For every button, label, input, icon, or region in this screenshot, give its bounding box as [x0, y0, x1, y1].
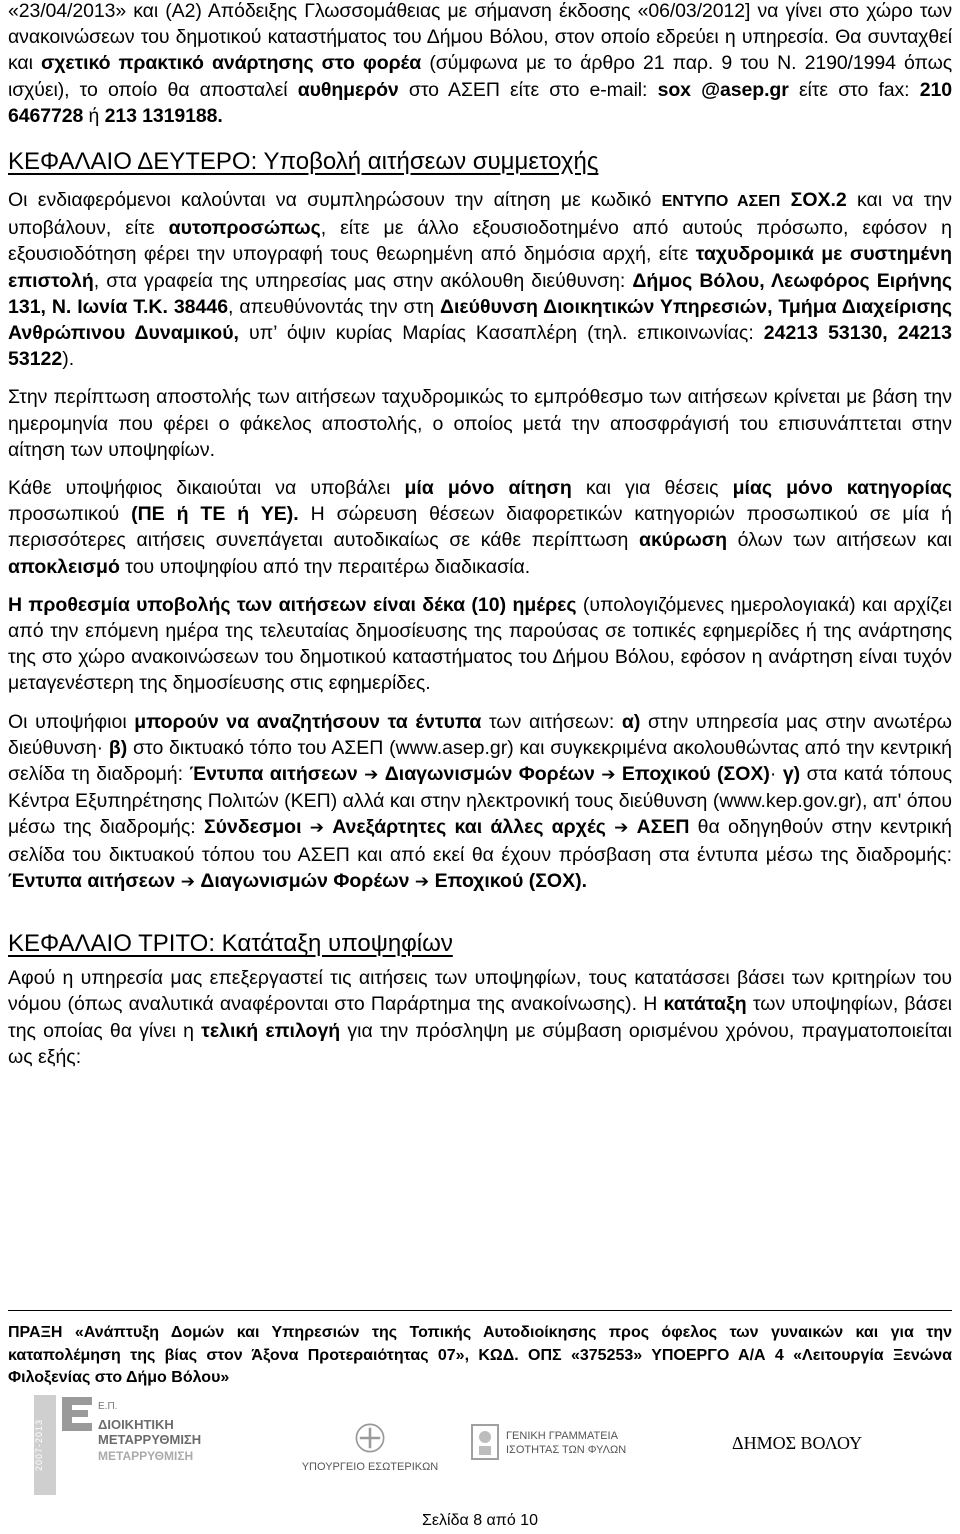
ep-logo — [34, 1395, 202, 1495]
arrow-icon: ➔ — [364, 765, 379, 786]
paragraph-publication — [8, 0, 952, 129]
footer-divider — [8, 1310, 952, 1311]
paragraph-ranking — [8, 965, 952, 1070]
paragraph-one-application — [8, 475, 952, 580]
ep-title: ΔΙΟΙΚΗΤΙΚΗ ΜΕΤΑΡΡΥΘΜΙΣΗ — [98, 1417, 202, 1447]
path-step: ΑΣΕΠ — [636, 816, 690, 839]
text: των αιτήσεων: — [481, 710, 622, 733]
text: Αφού η υπηρεσία μας επεξεργαστεί τις αιτήσεις των υποψηφίων, τους κατατάσσει βάσει των κριτηρίων του νόμου (όπως αναλυτικά αναφέρονται στο Παράρτημα της ανακοίνωσης). Η — [8, 967, 952, 1016]
path-step: Ανεξάρτητες και άλλες αρχές — [332, 816, 606, 839]
arrow-icon: ➔ — [180, 871, 195, 892]
text: ή — [83, 104, 105, 127]
bold-text: τελική επιλογή — [201, 1019, 341, 1042]
fax-number: 210 6467728 — [8, 78, 952, 127]
path-step: Διαγωνισμών Φορέων — [200, 869, 410, 892]
bold-text: μίας μόνο κατηγορίας — [732, 477, 952, 500]
path-step: Διαγωνισμών Φορέων — [384, 763, 595, 786]
heading-chapter-three: ΚΕΦΑΛΑΙΟ ΤΡΙΤΟ: Κατάταξη υποψηφίων — [8, 930, 453, 958]
text: υπ’ όψιν κυρίας Μαρίας Κασαπλέρη (τηλ. επικοινωνίας: — [238, 322, 764, 345]
ministry-logo — [295, 1415, 445, 1485]
text: του υποψηφίου από την περαιτέρω διαδικασία. — [119, 555, 531, 578]
text: (σύμφωνα με το άρθρο 21 παρ. 9 του Ν. 2190/1994 όπως ισχύει), το οποίο θα αποσταλεί — [8, 52, 952, 101]
text: Η σώρευση θέσεων διαφορετικών κατηγοριών προσωπικού σε μία ή περισσότερες αιτήσεις συνεπάγεται αυτοδικαίως σε κάθε περίπτωση — [8, 503, 952, 552]
gender-equality-logo — [470, 1415, 670, 1485]
text: (υπολογιζόμενες ημερολογιακά) και αρχίζει από την επόμενη ημέρα της τελευταίας δημοσίευσης της παρούσας σε τοπικές εφημερίδες ή της ανάρτησης της στο χώρο ανακοινώσεων του δημοτικού καταστήματος του Δήμου Βόλου, εφόσον η ανάρτηση είναι τυχόν μεταγενέστερη της δημοσίευσης στις εφημερίδες. — [8, 593, 953, 695]
text: , στα γραφεία της υπηρεσίας μας στην ακόλουθη διεύθυνση: — [93, 269, 633, 292]
form-code: ΕΝΤΥΠΟ ΑΣΕΠ — [661, 193, 781, 211]
text: , απευθύνοντάς την στη — [228, 295, 440, 318]
arrow-icon: ➔ — [414, 871, 430, 892]
text: θα οδηγηθούν στην κεντρική σελίδα του δικτυακού τόπου του ΑΣΕΠ και από εκεί θα έχουν πρόσβαση στα έντυπα μέσω της διαδρομής: — [8, 816, 952, 866]
bold-text: μία μόνο αίτηση — [404, 477, 572, 500]
paragraph-submission — [8, 187, 952, 372]
bold-text: (ΠΕ ή ΤΕ ή ΥΕ). — [131, 503, 299, 526]
text: και για θέσεις — [571, 477, 733, 500]
path-step: Έντυπα αιτήσεων — [8, 869, 176, 892]
text: Κάθε υποψήφιος δικαιούται να υποβάλει — [8, 477, 405, 500]
bold-text: αυθημερόν — [297, 78, 399, 101]
bold-text: γ) — [782, 763, 801, 786]
paragraph-forms — [8, 709, 952, 895]
ministry-name: ΥΠΟΥΡΓΕΙΟ ΕΣΩΤΕΡΙΚΩΝ — [301, 1461, 439, 1473]
text: «23/04/2013» και (Α2) Απόδειξης Γλωσσομάθειας με σήμανση έκδοσης «06/03/2012] να γίνει στο χώρο των ανακοινώσεων του δημοτικού καταστήματος του Δήμου Βόλου, στον οποίο εδρεύει η υπηρεσία. Θα συνταχθεί και — [8, 0, 952, 75]
municipality-name: ΔΗΜΟΣ ΒΟΛΟΥ — [732, 1433, 863, 1453]
address: Δήμος Βόλου, Λεωφόρος Ειρήνης 131, Ν. Ιωνία Τ.Κ. 38446 — [8, 269, 952, 318]
path-step: Εποχικού (ΣΟΧ). — [434, 869, 587, 892]
form-code: ΣΟΧ.2 — [790, 189, 847, 212]
ep-years-bar: 2007-2013 — [34, 1395, 56, 1495]
text: ). — [62, 348, 75, 371]
email-address: sox @asep.gr — [657, 78, 789, 101]
document-page — [8, 0, 952, 1070]
text: όλων των αιτήσεων και — [727, 529, 953, 552]
gender-equality-name: ΓΕΝΙΚΗ ΓΡΑΜΜΑΤΕΙΑ ΙΣΟΤΗΤΑΣ ΤΩΝ ΦΥΛΩΝ — [506, 1430, 627, 1456]
deadline-text: Η προθεσμία υποβολής των αιτήσεων είναι δέκα (10) ημέρες — [8, 593, 577, 616]
arrow-icon: ➔ — [601, 765, 616, 786]
bold-text: σχετικό πρακτικό ανάρτησης στο φορέα — [41, 52, 422, 75]
bold-text: β) — [108, 736, 128, 759]
text: Οι υποψήφιοι — [8, 710, 135, 733]
greek-emblem-icon — [353, 1421, 387, 1455]
ep-mark-icon — [62, 1397, 92, 1431]
text: και να την υποβάλουν, είτε — [8, 189, 953, 240]
bold-text: α) — [621, 710, 641, 733]
bold-text: αυτοπροσώπως — [168, 217, 321, 240]
ep-subtitle: ΜΕΤΑΡΡΥΘΜΙΣΗ — [98, 1449, 194, 1463]
paragraph-deadline — [8, 592, 952, 697]
path-step: Εποχικού (ΣΟΧ) — [621, 763, 770, 786]
gender-equality-icon — [470, 1423, 500, 1461]
bold-text: μπορούν να αναζητήσουν τα έντυπα — [134, 710, 482, 733]
bold-text: ταχυδρομικά με συστημένη επιστολή — [8, 243, 952, 292]
paragraph-postal: Στην περίπτωση αποστολής των αιτήσεων ταχυδρομικώς το εμπρόθεσμο των αιτήσεων κρίνεται με βάση την ημερομηνία που φέρει ο φάκελος αποστολής, ο οποίος μετά την αποσφράγισή του επισυνάπτεται στην αίτηση των υποψηφίων. — [8, 386, 952, 461]
ep-label: Ε.Π. — [98, 1401, 118, 1412]
text: · — [769, 763, 783, 786]
department: Διεύθυνση Διοικητικών Υπηρεσιών, Τμήμα Διαχείρισης Ανθρώπινου Δυναμικού, — [8, 295, 952, 345]
bold-text: ακύρωση — [639, 529, 727, 552]
arrow-icon: ➔ — [309, 818, 324, 839]
text: για την πρόσληψη με σύμβαση ορισμένου χρόνου, πραγματοποιείται ως εξής: — [8, 1019, 952, 1068]
page-number: Σελίδα 8 από 10 — [422, 1512, 538, 1529]
text: στο δικτυακό τόπο του ΑΣΕΠ (www.asep.gr) και συγκεκριμένα ακολουθώντας από την κεντρική σελίδα τη διαδρομή: — [8, 736, 952, 786]
text: στην υπηρεσία μας στην ανωτέρω διεύθυνση· — [8, 710, 952, 759]
path-step: Σύνδεσμοι — [203, 816, 302, 839]
footer-logos — [0, 1395, 960, 1505]
bold-text: αποκλεισμό — [8, 555, 120, 578]
text: , είτε με άλλο εξουσιοδοτημένο από αυτούς πρόσωπο, εφόσον η εξουσιοδότηση φέρει την υπογραφή τους θεωρημένη από δημόσια αρχή, είτε — [8, 217, 952, 266]
arrow-icon: ➔ — [614, 818, 629, 839]
text: είτε στο fax: — [788, 78, 920, 101]
fax-number: 213 1319188. — [104, 104, 223, 127]
phone-numbers: 24213 53130, 24213 53122 — [8, 322, 952, 371]
text: προσωπικού — [8, 503, 132, 526]
path-step: Έντυπα αιτήσεων — [189, 763, 358, 786]
bold-text: κατάταξη — [663, 993, 747, 1016]
text: Οι ενδιαφερόμενοι καλούνται να συμπληρώσουν την αίτηση με κωδικό — [8, 189, 662, 212]
text: των υποψηφίων, βάσει της οποίας θα γίνει η — [8, 993, 952, 1042]
text: στα κατά τόπους Κέντρα Εξυπηρέτησης Πολιτών (ΚΕΠ) αλλά και στην ηλεκτρονική τους διεύθυνση (www.kep.gov.gr), απ' όπου μέσω της διαδρομής: — [8, 763, 952, 839]
footer-project-text: ΠΡΑΞΗ «Ανάπτυξη Δομών και Υπηρεσιών της Τοπικής Αυτοδιοίκησης προς όφελος των γυναικών και για την καταπολέμηση της βίας στον Άξονα Προτεραιότητας 07», ΚΩΔ. ΟΠΣ «375253» ΥΠΟΕΡΓΟ Α/Α 4 «Λειτουργία Ξενώνα Φιλοξενίας στο Δήμο Βόλου» — [8, 1324, 952, 1386]
heading-chapter-two: ΚΕΦΑΛΑΙΟ ΔΕΥΤΕΡΟ: Υποβολή αιτήσεων συμμετοχής — [8, 148, 599, 176]
text: στο ΑΣΕΠ είτε στο e-mail: — [398, 78, 658, 101]
